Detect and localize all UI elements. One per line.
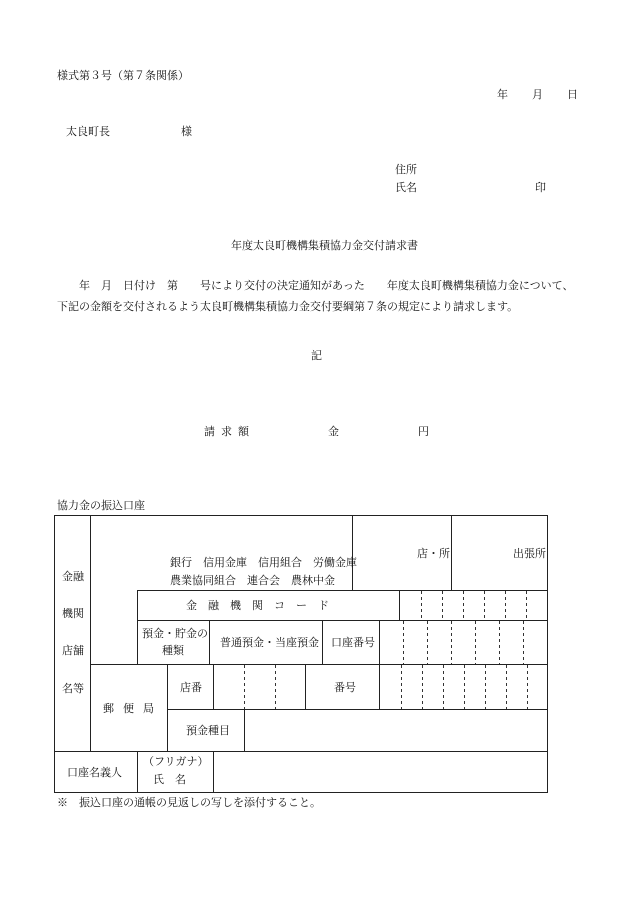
vertical-label-2: 機関 bbox=[62, 607, 84, 620]
claim-kin: 金 bbox=[328, 425, 339, 438]
number-label: 番号 bbox=[334, 681, 356, 694]
ki-label: 記 bbox=[311, 349, 322, 362]
bank-types-line1: 銀行 信用金庫 信用組合 労働金庫 bbox=[170, 556, 357, 569]
deposit-type-options: 普通預金・当座預金 bbox=[220, 636, 319, 649]
form-number: 様式第３号（第７条関係） bbox=[57, 69, 189, 82]
deposit-type-label-1: 預金・貯金の bbox=[142, 627, 208, 640]
date-month: 月 bbox=[532, 88, 543, 101]
address-label: 住所 bbox=[395, 163, 417, 176]
addressee-honorific: 様 bbox=[181, 125, 192, 138]
bank-code-label: 金 融 機 関 コ ー ド bbox=[186, 599, 329, 612]
bank-types-line2: 農業協同組合 連合会 農林中金 bbox=[170, 574, 335, 587]
deposit-type-label-2: 種類 bbox=[162, 644, 184, 657]
holder-label: 口座名義人 bbox=[67, 766, 122, 779]
date-year: 年 bbox=[497, 88, 508, 101]
vertical-label-1: 金融 bbox=[62, 570, 84, 583]
vertical-label-3: 店舗 bbox=[62, 644, 84, 657]
date-day: 日 bbox=[567, 88, 578, 101]
account-number-label: 口座番号 bbox=[331, 636, 375, 649]
document-title: 年度太良町機構集積協力金交付請求書 bbox=[231, 239, 418, 252]
holder-name-label: 氏 名 bbox=[153, 773, 186, 786]
vertical-label-4: 名等 bbox=[62, 682, 84, 695]
branch-label: 店・所 bbox=[417, 547, 450, 560]
attachment-note: ※ 振込口座の通帳の見返しの写しを添付すること。 bbox=[57, 796, 321, 809]
claim-label: 請求額 bbox=[204, 425, 255, 438]
addressee-name: 太良町長 bbox=[66, 125, 110, 138]
name-label: 氏名 bbox=[395, 181, 417, 194]
account-caption: 協力金の振込口座 bbox=[57, 499, 145, 512]
furigana-label: （フリガナ） bbox=[143, 755, 209, 768]
sub-branch-label: 出張所 bbox=[513, 547, 546, 560]
store-number-label: 店番 bbox=[180, 681, 202, 694]
seal-label: 印 bbox=[535, 181, 546, 194]
claim-yen: 円 bbox=[418, 425, 429, 438]
body-paragraph: 年 月 日付け 第 号により交付の決定通知があった 年度太良町機構集積協力金について、下記の金額を交付されるよう太良町機構集積協力金交付要綱第７条の規定により請求します。 bbox=[57, 279, 574, 313]
post-office-label: 郵便局 bbox=[103, 702, 163, 715]
deposit-item-label: 預金種目 bbox=[186, 724, 230, 737]
